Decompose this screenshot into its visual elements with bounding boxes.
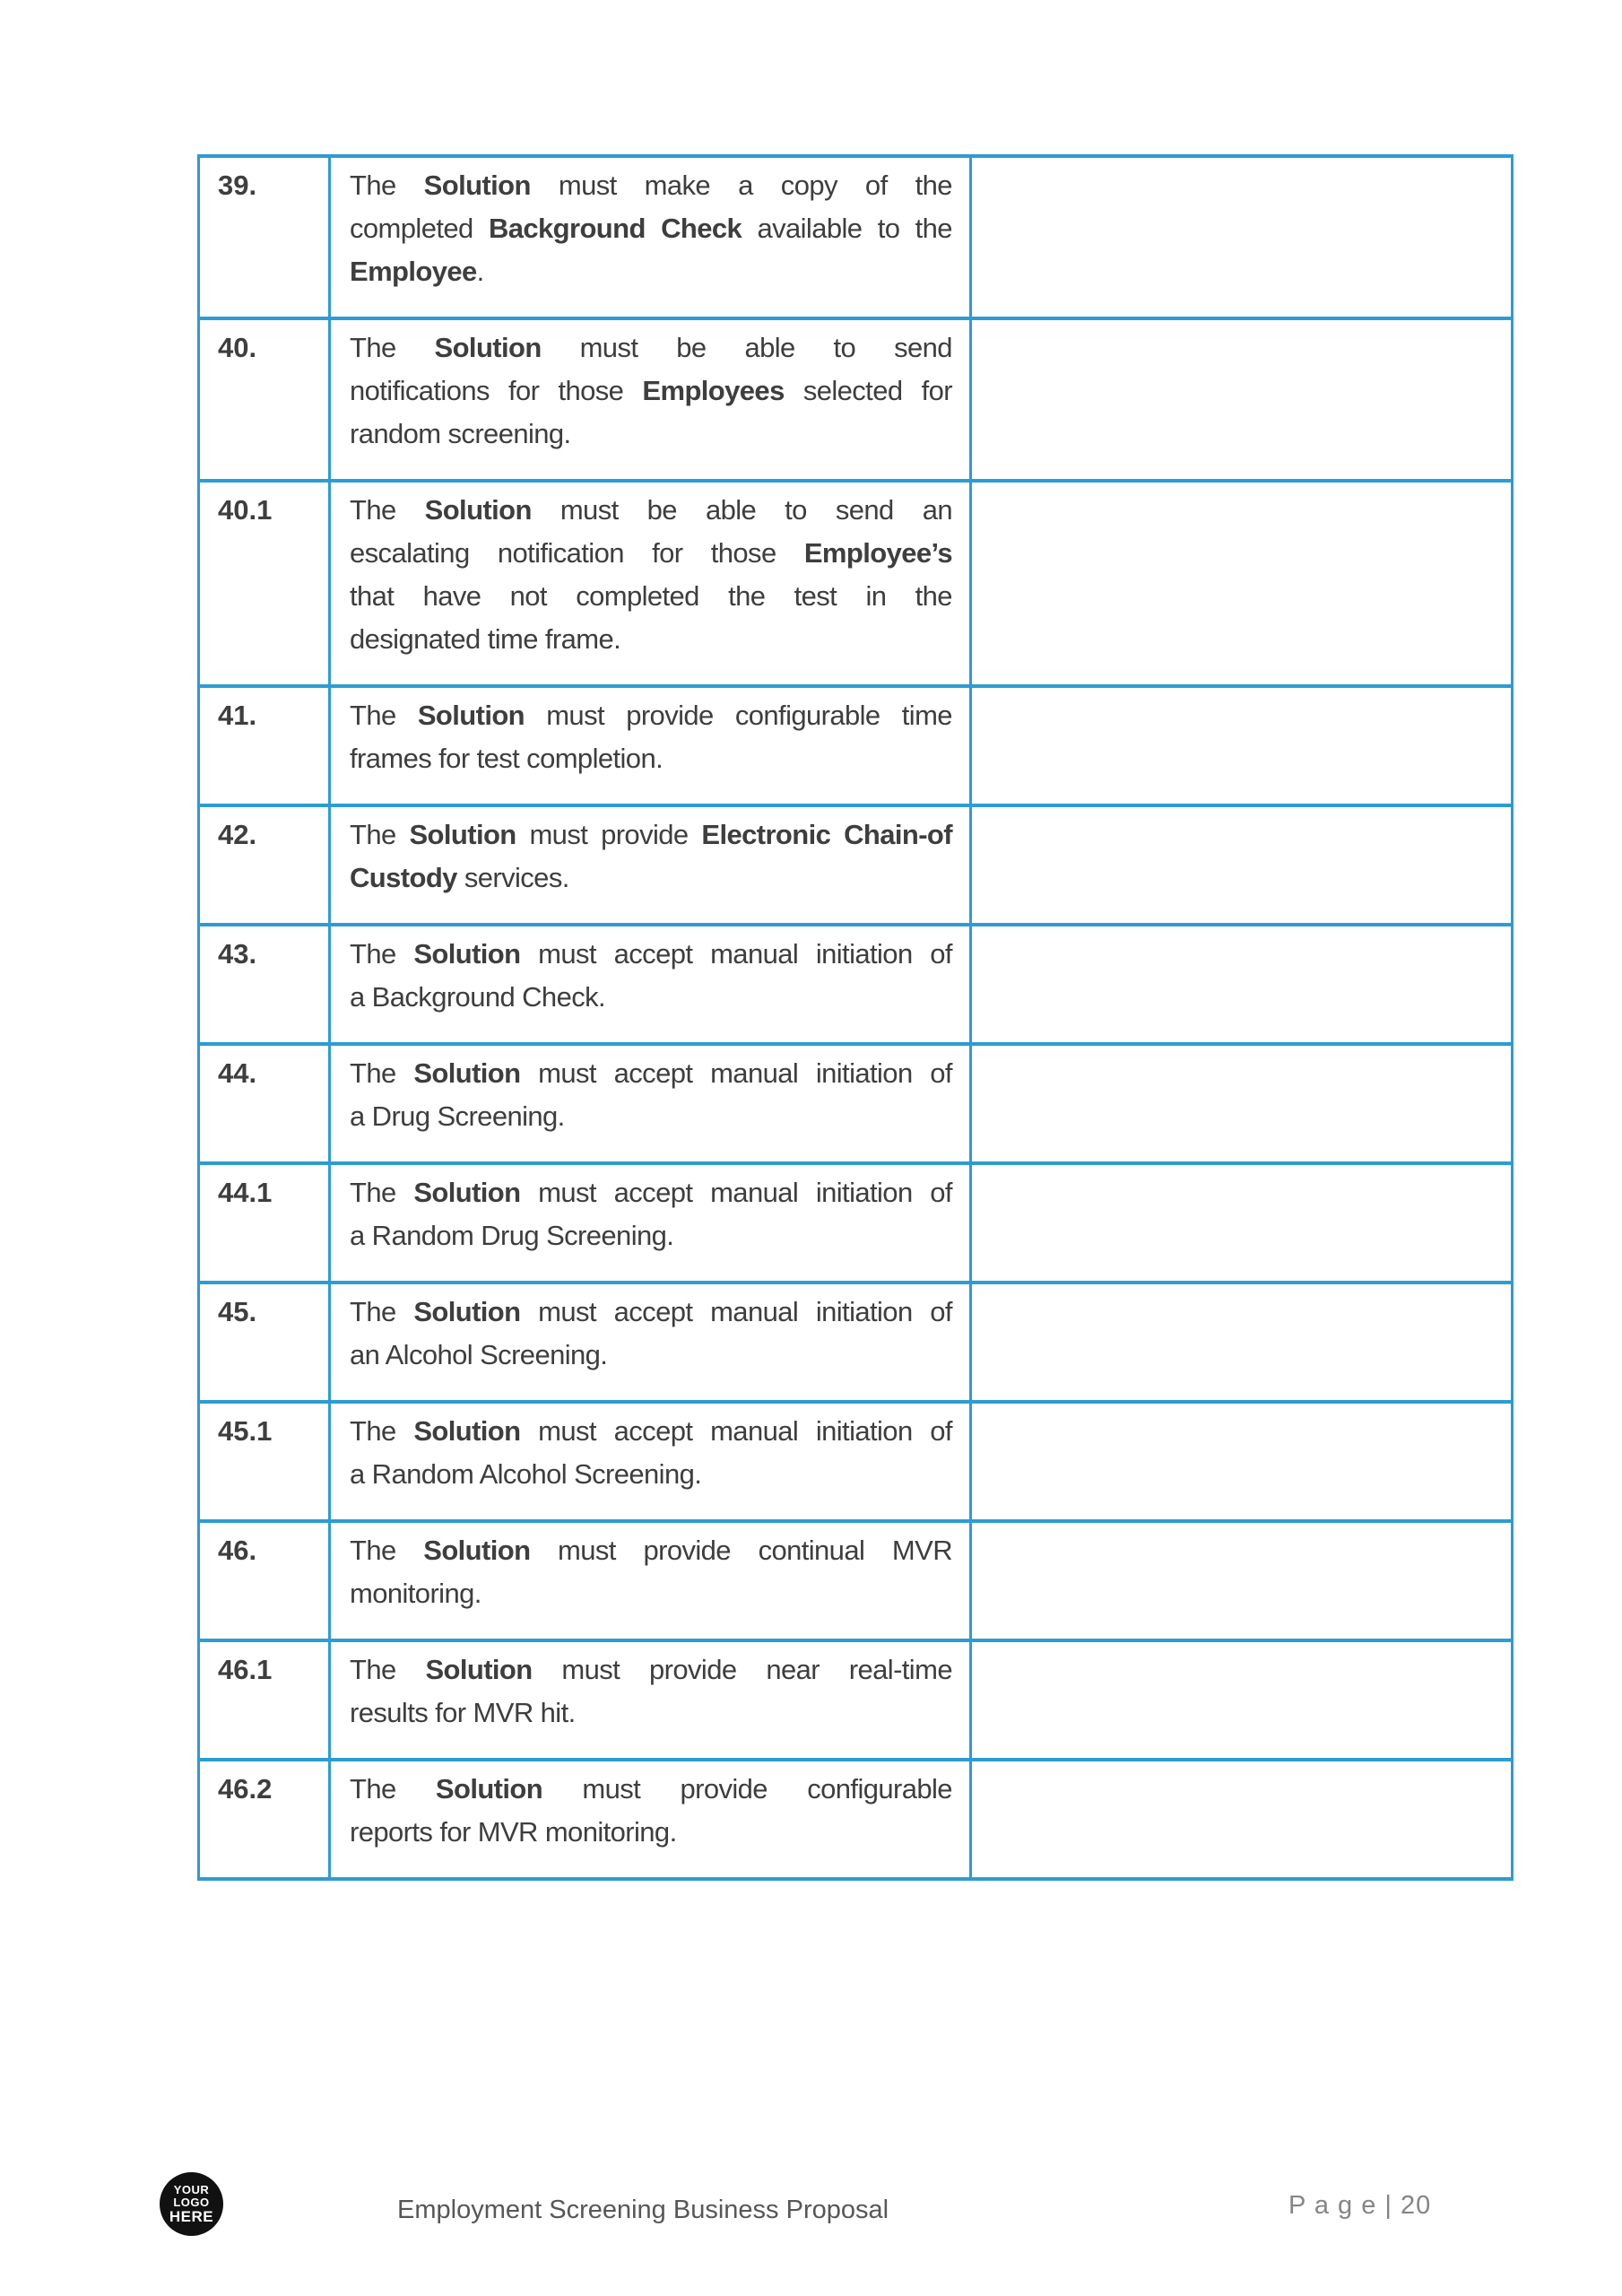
requirement-text — [330, 1640, 971, 1760]
word: Solution — [423, 170, 531, 201]
word: monitoring. — [544, 1816, 677, 1848]
requirement-text — [330, 1402, 971, 1521]
text-line — [350, 489, 952, 532]
word: Solution — [413, 1415, 521, 1447]
text-line — [350, 1334, 952, 1377]
word: copy — [780, 170, 837, 201]
word: those — [558, 375, 624, 406]
response-cell — [971, 1640, 1513, 1760]
text-line — [350, 1811, 952, 1854]
text-line — [350, 1291, 952, 1334]
word: initiation — [815, 1296, 913, 1327]
word: selected — [802, 375, 903, 406]
requirement-text — [330, 1760, 971, 1879]
text-line — [350, 250, 952, 293]
word: the — [915, 580, 952, 612]
word: random — [350, 418, 441, 449]
word: a — [350, 981, 365, 1013]
word: must — [538, 1177, 596, 1208]
requirement-number: 41. — [199, 686, 330, 805]
table-row — [199, 1521, 1513, 1640]
requirement-text — [330, 805, 971, 925]
word: a — [738, 170, 753, 201]
word: be — [646, 494, 677, 526]
word: manual — [710, 938, 799, 970]
table-row — [199, 686, 1513, 805]
text-line — [350, 1768, 952, 1811]
word: real-time — [848, 1654, 952, 1685]
word: continual — [758, 1535, 865, 1566]
word: The — [350, 332, 396, 363]
word: accept — [613, 938, 693, 970]
requirement-number: 43. — [199, 925, 330, 1044]
word: Solution — [413, 1177, 521, 1208]
word: configurable — [734, 700, 880, 731]
word: Solution — [435, 1773, 543, 1805]
word: Screening. — [480, 1339, 608, 1370]
text-line — [350, 1052, 952, 1095]
footer-document-title: Employment Screening Business Proposal — [397, 2196, 889, 2224]
word: The — [350, 700, 396, 731]
word: The — [350, 1415, 396, 1447]
table-row — [199, 805, 1513, 925]
word: accept — [613, 1415, 693, 1447]
text-line — [350, 857, 952, 900]
response-cell — [971, 1163, 1513, 1283]
word: frame. — [544, 623, 621, 655]
word: The — [350, 819, 396, 850]
word: must — [529, 819, 588, 850]
word: manual — [710, 1415, 799, 1447]
text-line — [350, 1529, 952, 1572]
word: must — [538, 1415, 596, 1447]
response-cell — [971, 318, 1513, 481]
word: the — [915, 170, 952, 201]
word: Background — [488, 213, 646, 244]
word: for — [508, 375, 540, 406]
word: must — [538, 1057, 596, 1089]
requirement-number: 45.1 — [199, 1402, 330, 1521]
word: Solution — [424, 494, 532, 526]
word: of — [930, 1415, 952, 1447]
word: for — [652, 537, 683, 569]
word: manual — [710, 1057, 799, 1089]
text-line — [350, 694, 952, 737]
logo-line: HERE — [169, 2207, 214, 2225]
word: of — [930, 1057, 952, 1089]
word: test — [794, 580, 837, 612]
response-cell — [971, 481, 1513, 686]
requirements-table — [197, 154, 1514, 1881]
word: of — [864, 170, 888, 201]
word: not — [509, 580, 547, 612]
word: Solution — [417, 700, 525, 731]
word: initiation — [815, 938, 913, 970]
word: time — [901, 700, 952, 731]
word: Solution — [434, 332, 542, 363]
word: Solution — [423, 1535, 531, 1566]
word: for — [439, 1816, 471, 1848]
word: manual — [710, 1296, 799, 1327]
requirement-number: 40. — [199, 318, 330, 481]
word: initiation — [815, 1177, 913, 1208]
word: frames — [350, 743, 432, 774]
word: available — [757, 213, 863, 244]
word: accept — [613, 1177, 693, 1208]
word: must — [538, 1296, 596, 1327]
word: for — [921, 375, 952, 406]
word: The — [350, 494, 396, 526]
text-line — [350, 618, 952, 661]
word: Employee. — [350, 256, 484, 287]
word: The — [350, 170, 396, 201]
text-line — [350, 1410, 952, 1453]
response-cell — [971, 1044, 1513, 1163]
word: Solution — [425, 1654, 533, 1685]
text-line — [350, 1648, 952, 1692]
word: provide — [601, 819, 689, 850]
requirement-text — [330, 318, 971, 481]
table-row — [199, 1760, 1513, 1879]
word: The — [350, 938, 396, 970]
text-line — [350, 207, 952, 250]
word: must — [561, 1654, 620, 1685]
table-row — [199, 1044, 1513, 1163]
word: to — [877, 213, 900, 244]
text-line — [350, 737, 952, 780]
word: MVR — [891, 1535, 952, 1566]
response-cell — [971, 1521, 1513, 1640]
word: Employee’s — [803, 537, 952, 569]
word: completed — [576, 580, 699, 612]
word: of — [930, 1296, 952, 1327]
word: must — [558, 170, 617, 201]
word: notifications — [350, 375, 490, 406]
word: must — [579, 332, 638, 363]
word: those — [710, 537, 776, 569]
word: accept — [613, 1296, 693, 1327]
requirement-text — [330, 1521, 971, 1640]
requirement-text — [330, 686, 971, 805]
word: initiation — [815, 1415, 913, 1447]
text-line — [350, 1453, 952, 1496]
word: monitoring. — [350, 1578, 481, 1609]
word: send — [835, 494, 894, 526]
word: Electronic — [701, 819, 831, 850]
table-row — [199, 1163, 1513, 1283]
requirement-text — [330, 925, 971, 1044]
word: The — [350, 1535, 396, 1566]
requirement-text — [330, 156, 971, 318]
text-line — [350, 813, 952, 857]
requirement-number: 42. — [199, 805, 330, 925]
text-line — [350, 370, 952, 413]
word: must — [558, 1535, 616, 1566]
response-cell — [971, 156, 1513, 318]
response-cell — [971, 686, 1513, 805]
word: Check. — [522, 981, 606, 1013]
word: provide — [680, 1773, 768, 1805]
word: send — [894, 332, 952, 363]
word: Alcohol — [385, 1339, 473, 1370]
text-line — [350, 413, 952, 456]
table-row — [199, 156, 1513, 318]
table-row — [199, 1283, 1513, 1402]
word: a — [350, 1220, 365, 1251]
word: provide — [643, 1535, 731, 1566]
word: The — [350, 1177, 396, 1208]
word: able — [744, 332, 795, 363]
requirement-number: 45. — [199, 1283, 330, 1402]
word: make — [644, 170, 711, 201]
word: for — [438, 743, 470, 774]
word: The — [350, 1654, 396, 1685]
word: completed — [350, 213, 473, 244]
text-line — [350, 1214, 952, 1257]
word: Solution — [413, 1296, 521, 1327]
word: a — [350, 1458, 365, 1490]
word: a — [350, 1100, 365, 1132]
text-line — [350, 532, 952, 575]
word: Screening. — [437, 1100, 565, 1132]
text-line — [350, 575, 952, 618]
requirement-text — [330, 1044, 971, 1163]
word: hit. — [540, 1697, 576, 1728]
table-row — [199, 318, 1513, 481]
response-cell — [971, 925, 1513, 1044]
word: Chain-of — [844, 819, 952, 850]
word: The — [350, 1773, 396, 1805]
word: The — [350, 1296, 396, 1327]
requirement-number: 40.1 — [199, 481, 330, 686]
word: Employees — [642, 375, 785, 406]
word: The — [350, 1057, 396, 1089]
text-line — [350, 326, 952, 370]
word: configurable — [807, 1773, 952, 1805]
requirement-text — [330, 1163, 971, 1283]
word: results — [350, 1697, 429, 1728]
word: Screening. — [574, 1458, 702, 1490]
word: Background — [371, 981, 516, 1013]
word: screening. — [447, 418, 571, 449]
word: must — [546, 700, 604, 731]
word: the — [915, 213, 952, 244]
word: Random — [371, 1220, 474, 1251]
table-row — [199, 1640, 1513, 1760]
word: Solution — [409, 819, 516, 850]
logo-line: YOUR — [173, 2182, 210, 2196]
response-cell — [971, 1760, 1513, 1879]
word: Random — [371, 1458, 474, 1490]
requirement-number: 46.1 — [199, 1640, 330, 1760]
text-line — [350, 1095, 952, 1138]
word: MVR — [477, 1816, 538, 1848]
table-row — [199, 925, 1513, 1044]
word: able — [705, 494, 757, 526]
text-line — [350, 976, 952, 1019]
word: must — [559, 494, 619, 526]
word: Custody — [350, 862, 457, 893]
word: completion. — [526, 743, 664, 774]
word: that — [350, 580, 395, 612]
word: MVR — [473, 1697, 533, 1728]
page-number: P a g e | 20 — [1288, 2191, 1432, 2220]
table-row — [199, 1402, 1513, 1521]
word: be — [676, 332, 707, 363]
requirement-text — [330, 1283, 971, 1402]
word: an — [350, 1339, 380, 1370]
word: of — [930, 938, 952, 970]
requirement-number: 44. — [199, 1044, 330, 1163]
word: of — [930, 1177, 952, 1208]
word: have — [422, 580, 481, 612]
word: to — [785, 494, 807, 526]
word: designated — [350, 623, 481, 655]
logo-placeholder — [160, 2172, 223, 2236]
word: Drug — [371, 1100, 430, 1132]
word: Alcohol — [479, 1458, 568, 1490]
word: to — [833, 332, 856, 363]
word: Drug — [481, 1220, 540, 1251]
word: provide — [626, 700, 714, 731]
word: reports — [350, 1816, 433, 1848]
text-line — [350, 1572, 952, 1615]
requirement-number: 46.2 — [199, 1760, 330, 1879]
text-line — [350, 164, 952, 207]
word: the — [728, 580, 766, 612]
word: escalating — [350, 537, 470, 569]
word: accept — [613, 1057, 693, 1089]
word: Solution — [413, 1057, 521, 1089]
word: initiation — [815, 1057, 913, 1089]
word: Screening. — [546, 1220, 674, 1251]
response-cell — [971, 1283, 1513, 1402]
word: near — [766, 1654, 820, 1685]
word: in — [865, 580, 887, 612]
word: time — [487, 623, 538, 655]
response-cell — [971, 1402, 1513, 1521]
word: notification — [497, 537, 624, 569]
requirement-number: 39. — [199, 156, 330, 318]
response-cell — [971, 805, 1513, 925]
word: provide — [649, 1654, 737, 1685]
word: test — [476, 743, 520, 774]
requirement-text — [330, 481, 971, 686]
text-line — [350, 1692, 952, 1735]
word: for — [435, 1697, 466, 1728]
requirement-number: 44.1 — [199, 1163, 330, 1283]
requirement-number: 46. — [199, 1521, 330, 1640]
word: Solution — [413, 938, 521, 970]
word: manual — [710, 1177, 799, 1208]
word: services. — [464, 862, 569, 893]
word: Check — [661, 213, 742, 244]
logo-line: LOGO — [173, 2195, 210, 2209]
word: an — [922, 494, 952, 526]
text-line — [350, 1171, 952, 1214]
word: must — [582, 1773, 641, 1805]
text-line — [350, 933, 952, 976]
word: must — [538, 938, 596, 970]
table-row — [199, 481, 1513, 686]
